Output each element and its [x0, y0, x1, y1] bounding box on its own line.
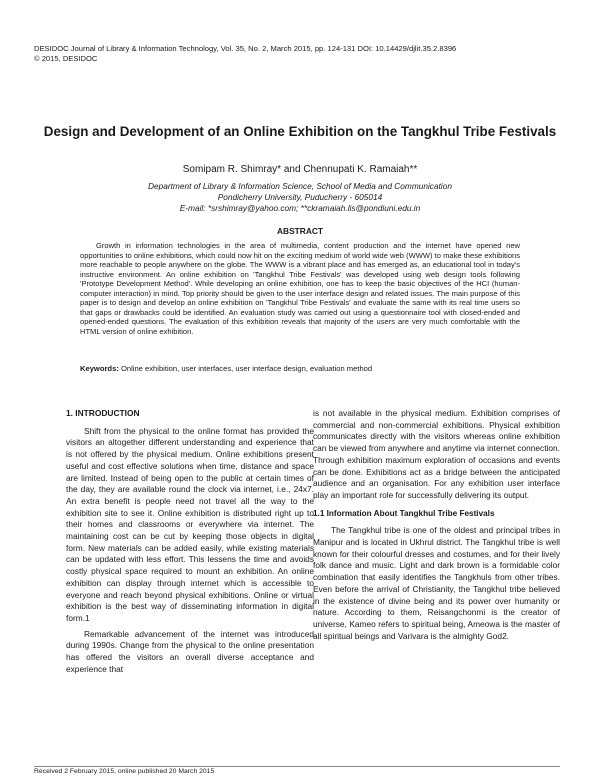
- keywords-line: [80, 364, 520, 373]
- intro-paragraph-2: Remarkable advancement of the internet was introduced during 1990s. Change from the physical to the online presentation has offered the visitors an overall diverse acceptance and experience that: [66, 628, 314, 674]
- footer-divider: [34, 766, 560, 767]
- abstract-text: Growth in information technologies in the area of multimedia, content production and the internet have opened new opportunities to online exhibitions, which could now hit on the exciting medium of world wide web (WWW) to make these exhibitions more reachable to people anywhere on the globe. The WWW is a vibrant place and has emerged as, an educational tool in today's instructive environment. An online exhibition on 'Tangkhul Tribe Festivals' was developed using web design tools following 'Prototype Development Method'. While developing an online exhibition, one has to keep the basic objectives of the HCI (human-computer interaction) in mind. Top priority should be given to the user interface design and related issues. The main purpose of this paper is to design and develop an online exhibition on 'Tangkhul Tribe Festivals' and evaluate the same with its real time users so that gaps or drawbacks could be identified. An evaluation study was carried out using a questionnaire tool with closed-ended and opened-ended questions. The evaluation of this exhibition reveals that majority of the users are very much comfortable with the HTML version of online exhibition.: [80, 241, 520, 336]
- body-column-right: [313, 408, 560, 646]
- keywords-list: Online exhibition, user interfaces, user interface design, evaluation method: [120, 364, 373, 373]
- journal-citation: DESIDOC Journal of Library & Information Technology, Vol. 35, No. 2, March 2015, pp. 124-131 DOI: 10.14429/djlit.35.2.8396: [34, 44, 457, 53]
- paper-title: Design and Development of an Online Exhibition on the Tangkhul Tribe Festivals: [43, 124, 557, 139]
- keywords-label: Keywords:: [80, 364, 119, 373]
- copyright-line: © 2015, DESIDOC: [34, 54, 98, 63]
- body-column-left: [66, 408, 314, 679]
- intro-paragraph-1: Shift from the physical to the online format has provided the visitors an altogether different understanding and experience that is not offered by the physical medium. Online exhibitions present useful and cost effective solutions when time, distance and space are limited. Instead of being open to the public at certain times of the day, they are available round the clock via internet, i.e., 24x7. An extra benefit is people need not travel all the way to the exhibition site to see it. Online exhibition is distributed right up to their homes and classrooms or everywhere via internet. The maintaining cost can be cut by keeping those objects in digital form. New materials can be added easily, while existing materials can be updated with less effort. This lessens the time and avoids costly physical space required to mount an exhibition. An online exhibition can display through internet which is accessible to everyone and reach beyond physical exhibitions. Online or virtual exhibition is the best way of disseminating information in digital form.1: [66, 425, 314, 623]
- abstract-heading: ABSTRACT: [276, 226, 324, 236]
- subsection-heading-tangkhul: 1.1 Information About Tangkhul Tribe Festivals: [313, 508, 495, 518]
- tangkhul-paragraph: The Tangkhul tribe is one of the oldest and principal tribes in Manipur and is located in Ukhrul district. The Tangkhul tribe is well known for their colourful dresses and costumes, and for their lively folk dance and music. Light and dark brown is a formidable color combination that easily identifies the Tangkhuls from other tribes. Even before the arrival of Christianity, the Tangkhul tribe believed in the existence of divine being and its power over humanity or nature. According to them, Reisangchonmi is the creator of universe, Kameo refers to spiritual being, Ameowa is the master of all spiritual beings and Varivara is the almighty God2.: [313, 525, 560, 641]
- affiliation-university: Pondicherry University, Puducherry - 605014: [217, 192, 383, 202]
- intro-paragraph-2-continued: is not available in the physical medium. Exhibition comprises of commercial and non-commercial exhibitions. Physical exhibition communicates directly with the visitors whereas online exhibition can be viewed from anywhere and anytime via internet connection. Through exhibition maximum exploration of occasions and events can be done. Exhibitions act as a bridge between the anticipated audience and an organisation. For any exhibition user interface play an important role for successfully delivering its output.: [313, 408, 560, 500]
- paper-authors: Somipam R. Shimray* and Chennupati K. Ramaiah**: [182, 164, 418, 175]
- section-heading-introduction: 1. INTRODUCTION: [66, 408, 140, 418]
- author-emails: E-mail: *srshimray@yahoo.com; **ckramaiah.lis@pondiuni.edu.in: [179, 203, 421, 213]
- affiliation-department: Department of Library & Information Science, School of Media and Communication: [148, 181, 452, 191]
- received-date: Received 2 February 2015, online published 20 March 2015: [34, 768, 215, 775]
- author-affiliation: [40, 181, 560, 214]
- journal-header: [34, 44, 574, 64]
